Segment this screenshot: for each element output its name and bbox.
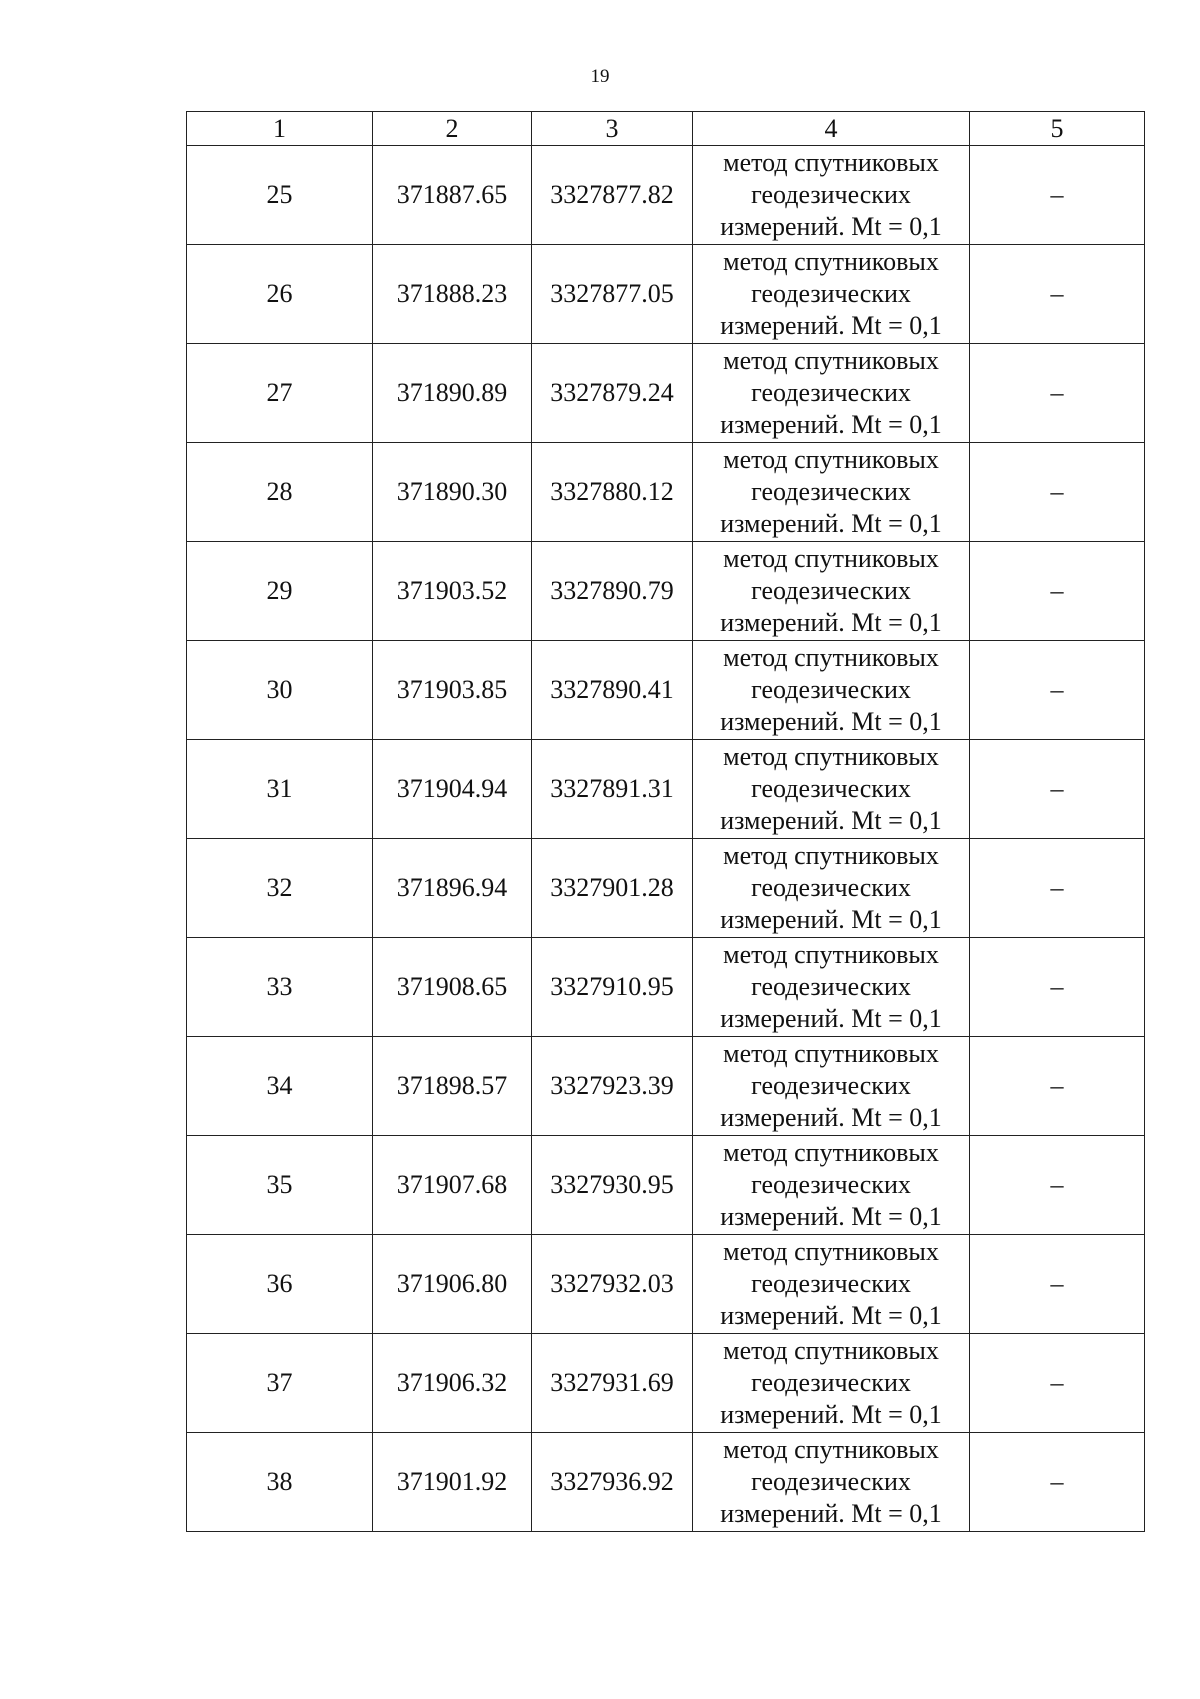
point-number-cell: 36 <box>187 1235 373 1334</box>
table-row <box>187 146 1145 245</box>
method-cell: метод спутниковых геодезических измерений. Mt = 0,1 <box>693 344 970 443</box>
point-number-cell: 28 <box>187 443 373 542</box>
point-number-cell: 37 <box>187 1334 373 1433</box>
table-row <box>187 740 1145 839</box>
y-coordinate-cell: 3327901.28 <box>532 839 693 938</box>
x-coordinate-cell: 371904.94 <box>373 740 532 839</box>
y-coordinate-cell: 3327891.31 <box>532 740 693 839</box>
table-row <box>187 1334 1145 1433</box>
header-col-3: 3 <box>532 112 693 146</box>
table-row <box>187 839 1145 938</box>
y-coordinate-cell: 3327879.24 <box>532 344 693 443</box>
y-coordinate-cell: 3327890.41 <box>532 641 693 740</box>
method-cell: метод спутниковых геодезических измерений. Mt = 0,1 <box>693 740 970 839</box>
y-coordinate-cell: 3327877.05 <box>532 245 693 344</box>
method-cell: метод спутниковых геодезических измерений. Mt = 0,1 <box>693 443 970 542</box>
y-coordinate-cell: 3327880.12 <box>532 443 693 542</box>
table-row <box>187 542 1145 641</box>
point-number-cell: 35 <box>187 1136 373 1235</box>
y-coordinate-cell: 3327877.82 <box>532 146 693 245</box>
table-body <box>187 146 1145 1532</box>
point-number-cell: 27 <box>187 344 373 443</box>
x-coordinate-cell: 371887.65 <box>373 146 532 245</box>
method-cell: метод спутниковых геодезических измерений. Mt = 0,1 <box>693 1433 970 1532</box>
point-number-cell: 31 <box>187 740 373 839</box>
note-cell: – <box>970 1235 1145 1334</box>
table-row <box>187 443 1145 542</box>
method-cell: метод спутниковых геодезических измерений. Mt = 0,1 <box>693 1334 970 1433</box>
header-row <box>187 112 1145 146</box>
method-cell: метод спутниковых геодезических измерений. Mt = 0,1 <box>693 245 970 344</box>
note-cell: – <box>970 1433 1145 1532</box>
note-cell: – <box>970 740 1145 839</box>
point-number-cell: 38 <box>187 1433 373 1532</box>
point-number-cell: 29 <box>187 542 373 641</box>
table-row <box>187 245 1145 344</box>
point-number-cell: 30 <box>187 641 373 740</box>
table-row <box>187 1136 1145 1235</box>
table-row <box>187 1433 1145 1532</box>
x-coordinate-cell: 371901.92 <box>373 1433 532 1532</box>
table-row <box>187 641 1145 740</box>
header-col-5: 5 <box>970 112 1145 146</box>
y-coordinate-cell: 3327890.79 <box>532 542 693 641</box>
point-number-cell: 26 <box>187 245 373 344</box>
x-coordinate-cell: 371908.65 <box>373 938 532 1037</box>
x-coordinate-cell: 371898.57 <box>373 1037 532 1136</box>
x-coordinate-cell: 371896.94 <box>373 839 532 938</box>
y-coordinate-cell: 3327930.95 <box>532 1136 693 1235</box>
note-cell: – <box>970 542 1145 641</box>
method-cell: метод спутниковых геодезических измерений. Mt = 0,1 <box>693 542 970 641</box>
y-coordinate-cell: 3327932.03 <box>532 1235 693 1334</box>
x-coordinate-cell: 371888.23 <box>373 245 532 344</box>
method-cell: метод спутниковых геодезических измерений. Mt = 0,1 <box>693 1136 970 1235</box>
table-row <box>187 344 1145 443</box>
method-cell: метод спутниковых геодезических измерений. Mt = 0,1 <box>693 146 970 245</box>
method-cell: метод спутниковых геодезических измерений. Mt = 0,1 <box>693 839 970 938</box>
point-number-cell: 34 <box>187 1037 373 1136</box>
x-coordinate-cell: 371907.68 <box>373 1136 532 1235</box>
note-cell: – <box>970 245 1145 344</box>
x-coordinate-cell: 371906.32 <box>373 1334 532 1433</box>
note-cell: – <box>970 1136 1145 1235</box>
x-coordinate-cell: 371903.85 <box>373 641 532 740</box>
table-row <box>187 1037 1145 1136</box>
page-number: 19 <box>590 66 610 87</box>
x-coordinate-cell: 371903.52 <box>373 542 532 641</box>
point-number-cell: 25 <box>187 146 373 245</box>
note-cell: – <box>970 344 1145 443</box>
x-coordinate-cell: 371906.80 <box>373 1235 532 1334</box>
y-coordinate-cell: 3327931.69 <box>532 1334 693 1433</box>
note-cell: – <box>970 1037 1145 1136</box>
x-coordinate-cell: 371890.30 <box>373 443 532 542</box>
note-cell: – <box>970 938 1145 1037</box>
note-cell: – <box>970 1334 1145 1433</box>
coordinates-table <box>186 111 1145 1532</box>
note-cell: – <box>970 641 1145 740</box>
table-row <box>187 938 1145 1037</box>
y-coordinate-cell: 3327923.39 <box>532 1037 693 1136</box>
table-header <box>187 112 1145 146</box>
y-coordinate-cell: 3327910.95 <box>532 938 693 1037</box>
method-cell: метод спутниковых геодезических измерений. Mt = 0,1 <box>693 1235 970 1334</box>
note-cell: – <box>970 443 1145 542</box>
note-cell: – <box>970 146 1145 245</box>
x-coordinate-cell: 371890.89 <box>373 344 532 443</box>
table-row <box>187 1235 1145 1334</box>
header-col-4: 4 <box>693 112 970 146</box>
header-col-1: 1 <box>187 112 373 146</box>
note-cell: – <box>970 839 1145 938</box>
method-cell: метод спутниковых геодезических измерений. Mt = 0,1 <box>693 1037 970 1136</box>
y-coordinate-cell: 3327936.92 <box>532 1433 693 1532</box>
point-number-cell: 33 <box>187 938 373 1037</box>
method-cell: метод спутниковых геодезических измерений. Mt = 0,1 <box>693 938 970 1037</box>
header-col-2: 2 <box>373 112 532 146</box>
method-cell: метод спутниковых геодезических измерений. Mt = 0,1 <box>693 641 970 740</box>
point-number-cell: 32 <box>187 839 373 938</box>
